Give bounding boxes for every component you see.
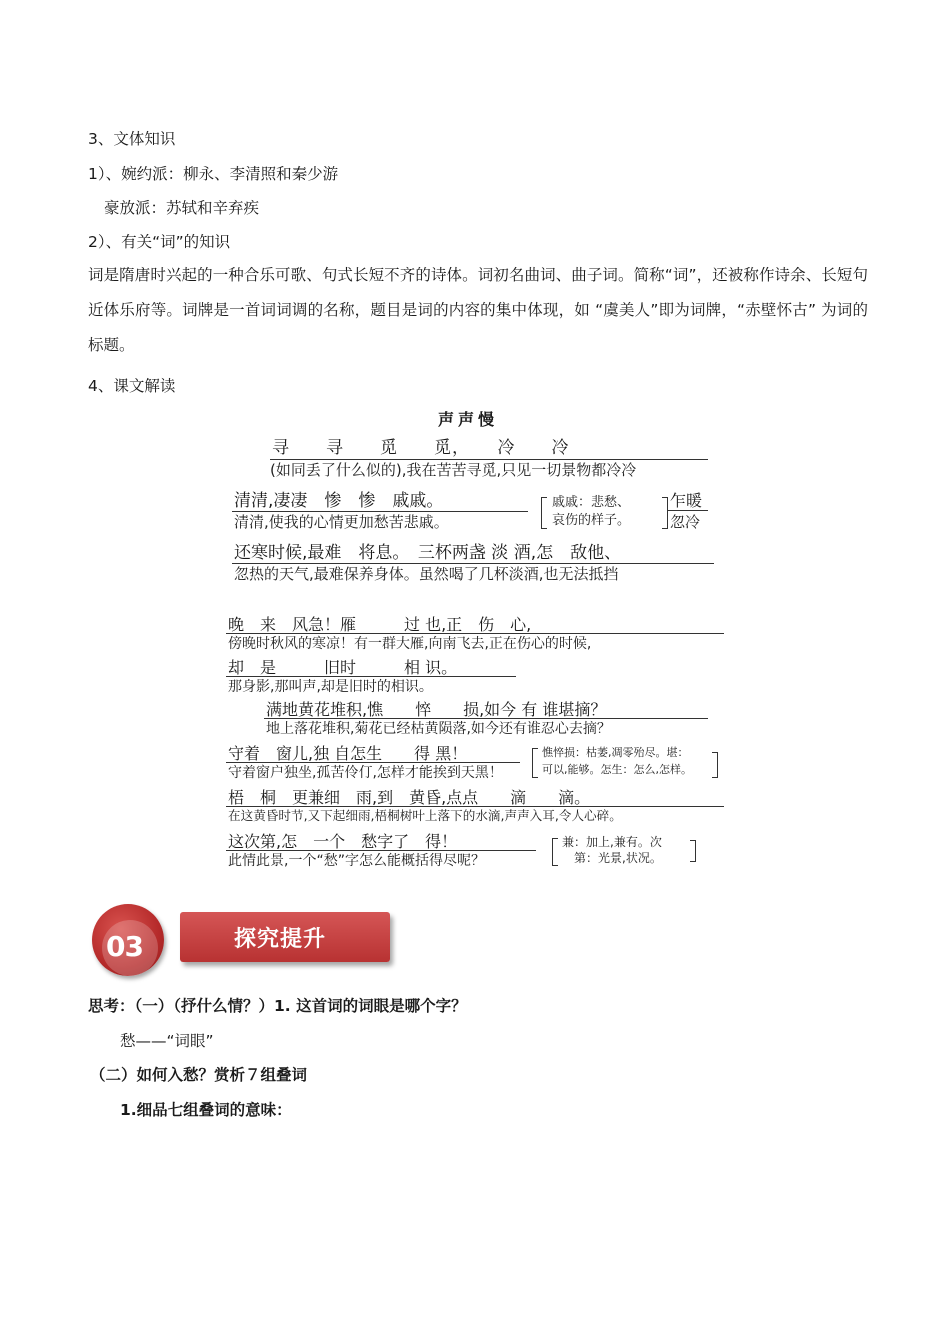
- heading-genre-knowledge: 3、文体知识: [88, 130, 176, 148]
- poem-line-7: 守着 窗儿,独 自怎生 得 黑！: [228, 744, 468, 763]
- poem-underline: [226, 633, 724, 634]
- poem-underline: [668, 510, 708, 511]
- question-3: 1.细品七组叠词的意味：: [120, 1101, 292, 1119]
- gloss-line-7: 守着窗户独坐,孤苦伶仃,怎样才能挨到天黑！: [228, 765, 503, 781]
- note-bracket-left: [541, 497, 547, 529]
- note-jian-b: 第：光景,状况。: [574, 851, 662, 865]
- gloss-line-2: 清清,使我的心情更加愁苦悲戚。: [234, 513, 449, 531]
- poem-underline: [226, 676, 516, 677]
- poem-underline: [270, 459, 708, 460]
- poem-underline: [264, 718, 708, 719]
- section-label: 探究提升: [234, 927, 327, 952]
- note-bracket-left: [532, 748, 538, 778]
- ci-knowledge-paragraph: 词是隋唐时兴起的一种合乐可歌、句式长短不齐的诗体。词初名曲词、曲子词。简称“词”，还被称作诗余、长短句近体乐府等。词牌是一首词词调的名称，题目是词的内容的集中体现，如 “虞美人”即为词牌，“赤壁怀古” 为词的标题。: [88, 266, 868, 354]
- heading-ci-knowledge: 2）、有关“词”的知识: [88, 233, 231, 251]
- gloss-line-4: 傍晚时秋风的寒凉！有一群大雁,向南飞去,正在伤心的时候,: [228, 636, 592, 652]
- note-bracket-right: [690, 840, 696, 862]
- question-2: （二）如何入愁？赏析７组叠词: [90, 1066, 308, 1084]
- gloss-line-1: (如同丢了什么似的),我在苦苦寻觅,只见一切景物都冷冷: [270, 461, 637, 479]
- poem-line-9: 这次第,怎 一个 愁字了 得！: [228, 832, 458, 851]
- note-bracket-right: [662, 497, 668, 529]
- note-bracket-right: [712, 752, 718, 778]
- question-1: 思考：（一）（抒什么情？）1. 这首词的词眼是哪个字？: [88, 997, 467, 1015]
- note-bracket-left: [552, 838, 558, 866]
- note-qiaocui-b: 可以,能够。怎生：怎么,怎样。: [542, 763, 692, 776]
- gloss-line-9: 此情此景,一个“愁”字怎么能概括得尽呢？: [228, 853, 485, 869]
- poem-underline: [226, 762, 520, 763]
- poem-underline: [226, 850, 536, 851]
- section-number: 03: [106, 930, 143, 963]
- gloss-line-3: 忽热的天气,最难保养身体。虽然喝了几杯淡酒,也无法抵挡: [234, 565, 619, 583]
- poem-line-6: 满地黄花堆积,憔 悴 损,如今 有 谁堪摘？: [266, 700, 607, 719]
- haofang-school-line: 豪放派：苏轼和辛弃疾: [104, 199, 260, 217]
- note-qiqi-b: 哀伤的样子。: [552, 513, 631, 528]
- poem-line-5: 却 是 旧时 相 识。: [228, 658, 458, 677]
- note-qiaocui-a: 憔悴损：枯萎,凋零殆尽。堪：: [542, 746, 689, 759]
- poem-line-4: 晚 来 风急！雁 过 也,正 伤 心,: [228, 615, 532, 634]
- poem-line-1: 寻 寻 觅 觅， 冷 冷: [272, 438, 570, 458]
- answer-1: 愁——“词眼”: [120, 1032, 214, 1050]
- note-jian-a: 兼：加上,兼有。次: [562, 835, 662, 849]
- wanyue-school-line: 1）、婉约派：柳永、李清照和秦少游: [88, 165, 339, 183]
- gloss-line-8: 在这黄昏时节,又下起细雨,梧桐树叶上落下的水滴,声声入耳,令人心碎。: [228, 808, 622, 823]
- gloss-line-6: 地上落花堆积,菊花已经枯黄陨落,如今还有谁忍心去摘？: [266, 721, 611, 737]
- section-header: [92, 898, 402, 978]
- note-qiqi-a: 戚戚：悲愁、: [552, 495, 631, 510]
- section-number-circle: [92, 904, 164, 976]
- poem-underline: [232, 511, 528, 512]
- poem-title: 声声慢: [438, 410, 499, 429]
- poem-line-8: 梧 桐 更兼细 雨,到 黄昏,点点 滴 滴。: [228, 788, 591, 807]
- gloss-line-5: 那身影,那叫声,却是旧时的相识。: [228, 679, 433, 695]
- note-zhanuan-b: 忽冷: [670, 513, 701, 531]
- poem-underline: [232, 563, 714, 564]
- note-zhanuan-a: 乍暖: [670, 491, 703, 510]
- poem-line-3: 还寒时候,最难 将息。 三杯两盏 淡 酒,怎 敌他、: [234, 543, 622, 563]
- heading-text-reading: 4、课文解读: [88, 377, 176, 395]
- poem-line-2: 清清,凄凄 惨 惨 戚戚。: [234, 491, 444, 511]
